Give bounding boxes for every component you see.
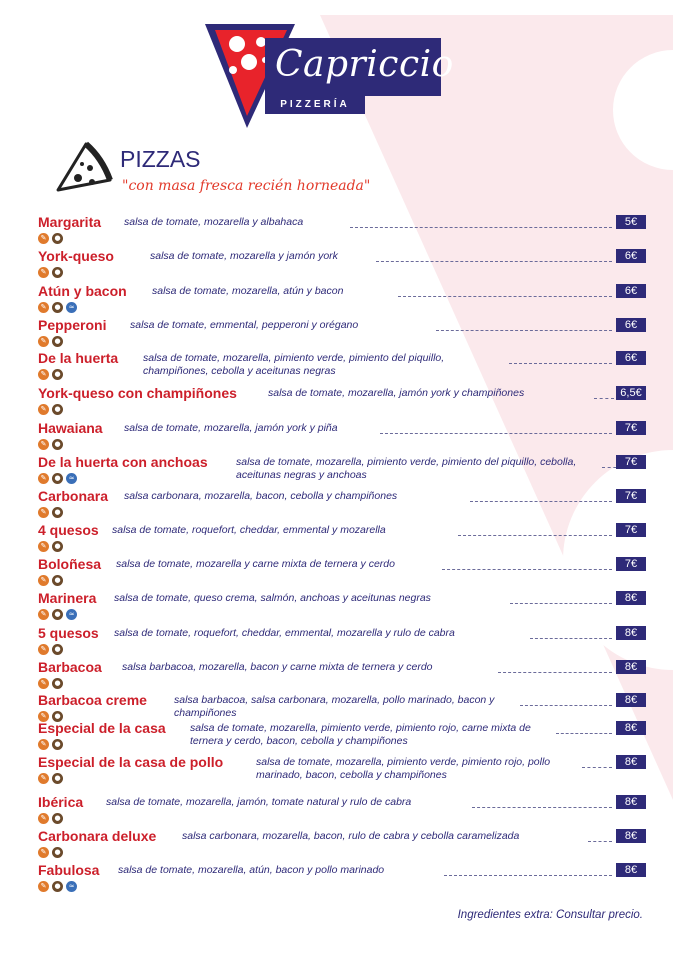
menu-item-description: salsa de tomate, mozarella y jamón york (150, 250, 338, 262)
orange-allergen-icon: ✎ (38, 233, 49, 244)
menu-item-description: salsa barbacoa, salsa carbonara, mozarella, pollo marinado, bacon y champiñones (174, 694, 495, 719)
allergen-icons (38, 541, 63, 552)
brown-allergen-icon: ● (52, 773, 63, 784)
allergen-icons (38, 267, 63, 278)
menu-item-description: salsa de tomate, mozarella y carne mixta de ternera y cerdo (116, 558, 395, 570)
orange-allergen-icon: ✎ (38, 644, 49, 655)
menu-item-price: 5€ (616, 215, 646, 229)
menu-item-row (38, 828, 646, 860)
leader-dashes (582, 767, 612, 768)
menu-item-price: 8€ (616, 863, 646, 877)
menu-item-description: salsa de tomate, mozarella, pimiento verde, pimiento rojo, carne mixta de ternera y cerdo, bacon, cebolla y champiñones (190, 722, 531, 747)
menu-item-name: Hawaiana (38, 420, 103, 436)
menu-item-price: 7€ (616, 523, 646, 537)
menu-item-row (38, 248, 646, 280)
menu-item-row (38, 522, 646, 554)
brown-allergen-icon: ● (52, 507, 63, 518)
brown-allergen-icon: ● (52, 473, 63, 484)
orange-allergen-icon: ✎ (38, 439, 49, 450)
orange-allergen-icon: ✎ (38, 302, 49, 313)
menu-item-row (38, 862, 646, 894)
allergen-icons (38, 644, 63, 655)
allergen-icons (38, 507, 63, 518)
menu-item-name: York-queso con champiñones (38, 385, 237, 401)
leader-dashes (436, 330, 612, 331)
menu-item-name: Margarita (38, 214, 102, 230)
logo-subtitle: PIZZERÍA (265, 96, 365, 114)
brown-allergen-icon: ● (52, 813, 63, 824)
menu-item-name: Barbacoa (38, 659, 102, 675)
menu-item-name: Atún y bacon (38, 283, 127, 299)
menu-item-name: Carbonara deluxe (38, 828, 157, 844)
menu-item-description: salsa de tomate, roquefort, cheddar, emmental, mozarella y rulo de cabra (114, 627, 455, 639)
brown-allergen-icon: ● (52, 609, 63, 620)
leader-dashes (442, 569, 612, 570)
orange-allergen-icon: ✎ (38, 473, 49, 484)
menu-item-price: 8€ (616, 591, 646, 605)
allergen-icons (38, 439, 63, 450)
allergen-icons (38, 369, 63, 380)
leader-dashes (398, 296, 612, 297)
menu-item-name: Boloñesa (38, 556, 102, 572)
orange-allergen-icon: ✎ (38, 813, 49, 824)
menu-item-price: 8€ (616, 829, 646, 843)
orange-allergen-icon: ✎ (38, 881, 49, 892)
allergen-icons (38, 302, 77, 313)
menu-item-price: 6€ (616, 249, 646, 263)
orange-allergen-icon: ✎ (38, 541, 49, 552)
allergen-icons (38, 473, 77, 484)
fish-icon: ≈ (66, 302, 77, 313)
menu-item-row (38, 350, 646, 382)
menu-item-description: salsa carbonara, mozarella, bacon, rulo de cabra y cebolla caramelizada (182, 830, 520, 842)
orange-allergen-icon: ✎ (38, 773, 49, 784)
menu-item-name: Carbonara (38, 488, 109, 504)
menu-item-name: De la huerta (38, 350, 119, 366)
brown-allergen-icon: ● (52, 739, 63, 750)
menu-item-row (38, 385, 646, 417)
menu-item-row (38, 420, 646, 452)
leader-dashes (556, 733, 612, 734)
leader-dashes (510, 603, 612, 604)
menu-item-description: salsa carbonara, mozarella, bacon, cebolla y champiñones (124, 490, 398, 502)
leader-dashes (376, 261, 612, 262)
allergen-icons (38, 678, 63, 689)
menu-item-name: Especial de la casa de pollo (38, 754, 224, 770)
leader-dashes (520, 705, 612, 706)
brown-allergen-icon: ● (52, 678, 63, 689)
menu-item-description: salsa de tomate, roquefort, cheddar, emmental y mozarella (112, 524, 386, 536)
menu-item-row (38, 625, 646, 657)
menu-item-description: salsa de tomate, mozarella, atún, bacon y pollo marinado (118, 864, 385, 876)
allergen-icons (38, 881, 77, 892)
orange-allergen-icon: ✎ (38, 847, 49, 858)
leader-dashes (472, 807, 612, 808)
allergen-icons (38, 575, 63, 586)
menu-item-name: Especial de la casa (38, 720, 166, 736)
leader-dashes (530, 638, 612, 639)
brown-allergen-icon: ● (52, 404, 63, 415)
orange-allergen-icon: ✎ (38, 404, 49, 415)
orange-allergen-icon: ✎ (38, 609, 49, 620)
orange-allergen-icon: ✎ (38, 267, 49, 278)
orange-allergen-icon: ✎ (38, 575, 49, 586)
orange-allergen-icon: ✎ (38, 336, 49, 347)
fish-icon: ≈ (66, 473, 77, 484)
leader-dashes (594, 398, 614, 399)
menu-item-price: 6,5€ (616, 386, 646, 400)
menu-item-price: 6€ (616, 318, 646, 332)
orange-allergen-icon: ✎ (38, 739, 49, 750)
menu-item-description: salsa de tomate, mozarella, pimiento verde, pimiento rojo, pollo marinado, bacon, cebolla y champiñones (256, 756, 551, 781)
menu-item-description: salsa de tomate, mozarella, jamón york y champiñones (268, 387, 525, 399)
capriccio-logo (203, 22, 454, 132)
allergen-icons (38, 404, 63, 415)
fish-icon: ≈ (66, 609, 77, 620)
menu-item-row (38, 454, 646, 486)
menu-item-description: salsa de tomate, emmental, pepperoni y orégano (130, 319, 359, 331)
menu-item-price: 7€ (616, 489, 646, 503)
allergen-icons (38, 336, 63, 347)
menu-item-row (38, 590, 646, 622)
menu-item-price: 8€ (616, 755, 646, 769)
allergen-icons (38, 233, 63, 244)
menu-item-name: De la huerta con anchoas (38, 454, 208, 470)
menu-item-price: 8€ (616, 660, 646, 674)
menu-item-row (38, 720, 646, 752)
leader-dashes (588, 841, 612, 842)
section-title: PIZZAS (120, 146, 201, 172)
menu-item-price: 8€ (616, 795, 646, 809)
menu-item-name: Barbacoa creme (38, 692, 147, 708)
menu-item-price: 7€ (616, 557, 646, 571)
leader-dashes (350, 227, 612, 228)
menu-item-price: 8€ (616, 626, 646, 640)
menu-item-price: 6€ (616, 351, 646, 365)
menu-item-price: 6€ (616, 284, 646, 298)
menu-item-name: 4 quesos (38, 522, 99, 538)
menu-item-description: salsa de tomate, queso crema, salmón, anchoas y aceitunas negras (114, 592, 431, 604)
brown-allergen-icon: ● (52, 233, 63, 244)
menu-item-description: salsa de tomate, mozarella, jamón york y piña (124, 422, 338, 434)
menu-item-row (38, 794, 646, 826)
menu-item-description: salsa de tomate, mozarella, jamón, tomate natural y rulo de cabra (106, 796, 412, 808)
brown-allergen-icon: ● (52, 575, 63, 586)
brown-allergen-icon: ● (52, 336, 63, 347)
menu-item-row (38, 754, 646, 786)
menu-item-name: Ibérica (38, 794, 84, 810)
menu-item-name: Fabulosa (38, 862, 100, 878)
allergen-icons (38, 773, 63, 784)
brown-allergen-icon: ● (52, 267, 63, 278)
leader-dashes (470, 501, 612, 502)
fish-icon: ≈ (66, 881, 77, 892)
menu-item-name: Pepperoni (38, 317, 107, 333)
menu-item-price: 7€ (616, 421, 646, 435)
allergen-icons (38, 739, 63, 750)
menu-item-row (38, 556, 646, 588)
menu-item-description: salsa barbacoa, mozarella, bacon y carne mixta de ternera y cerdo (122, 661, 433, 673)
section-subtitle: "con masa fresca recién horneada" (122, 178, 371, 194)
brown-allergen-icon: ● (52, 541, 63, 552)
menu-item-row (38, 317, 646, 349)
menu-item-description: salsa de tomate, mozarella, atún y bacon (152, 285, 344, 297)
menu-item-row (38, 214, 646, 246)
menu-item-name: York-queso (38, 248, 114, 264)
leader-dashes (444, 875, 612, 876)
brown-allergen-icon: ● (52, 711, 63, 722)
brown-allergen-icon: ● (52, 369, 63, 380)
brown-allergen-icon: ● (52, 302, 63, 313)
logo-name: Capriccio (275, 44, 454, 85)
menu-item-price: 7€ (616, 455, 646, 469)
leader-dashes (498, 672, 612, 673)
orange-allergen-icon: ✎ (38, 678, 49, 689)
menu-item-price: 8€ (616, 693, 646, 707)
pizza-slice-icon (54, 140, 114, 196)
leader-dashes (509, 363, 612, 364)
allergen-icons (38, 609, 77, 620)
menu-item-description: salsa de tomate, mozarella, pimiento verde, pimiento del piquillo, champiñones, cebolla y aceitunas negras (143, 352, 445, 377)
allergen-icons (38, 813, 63, 824)
footer-note: Ingredientes extra: Consultar precio. (457, 909, 643, 921)
orange-allergen-icon: ✎ (38, 369, 49, 380)
menu-item-description: salsa de tomate, mozarella y albahaca (124, 216, 304, 228)
allergen-icons (38, 847, 63, 858)
orange-allergen-icon: ✎ (38, 711, 49, 722)
menu-item-row (38, 659, 646, 691)
menu-item-price: 8€ (616, 721, 646, 735)
menu-item-row (38, 283, 646, 315)
leader-dashes (458, 535, 612, 536)
menu-item-description: salsa de tomate, mozarella, pimiento verde, pimiento del piquillo, cebolla, aceitunas negras y anchoas (236, 456, 577, 481)
brown-allergen-icon: ● (52, 881, 63, 892)
brown-allergen-icon: ● (52, 439, 63, 450)
menu-item-row (38, 488, 646, 520)
orange-allergen-icon: ✎ (38, 507, 49, 518)
menu-item-name: 5 quesos (38, 625, 99, 641)
brown-allergen-icon: ● (52, 644, 63, 655)
menu-item-name: Marinera (38, 590, 97, 606)
brown-allergen-icon: ● (52, 847, 63, 858)
leader-dashes (380, 433, 612, 434)
